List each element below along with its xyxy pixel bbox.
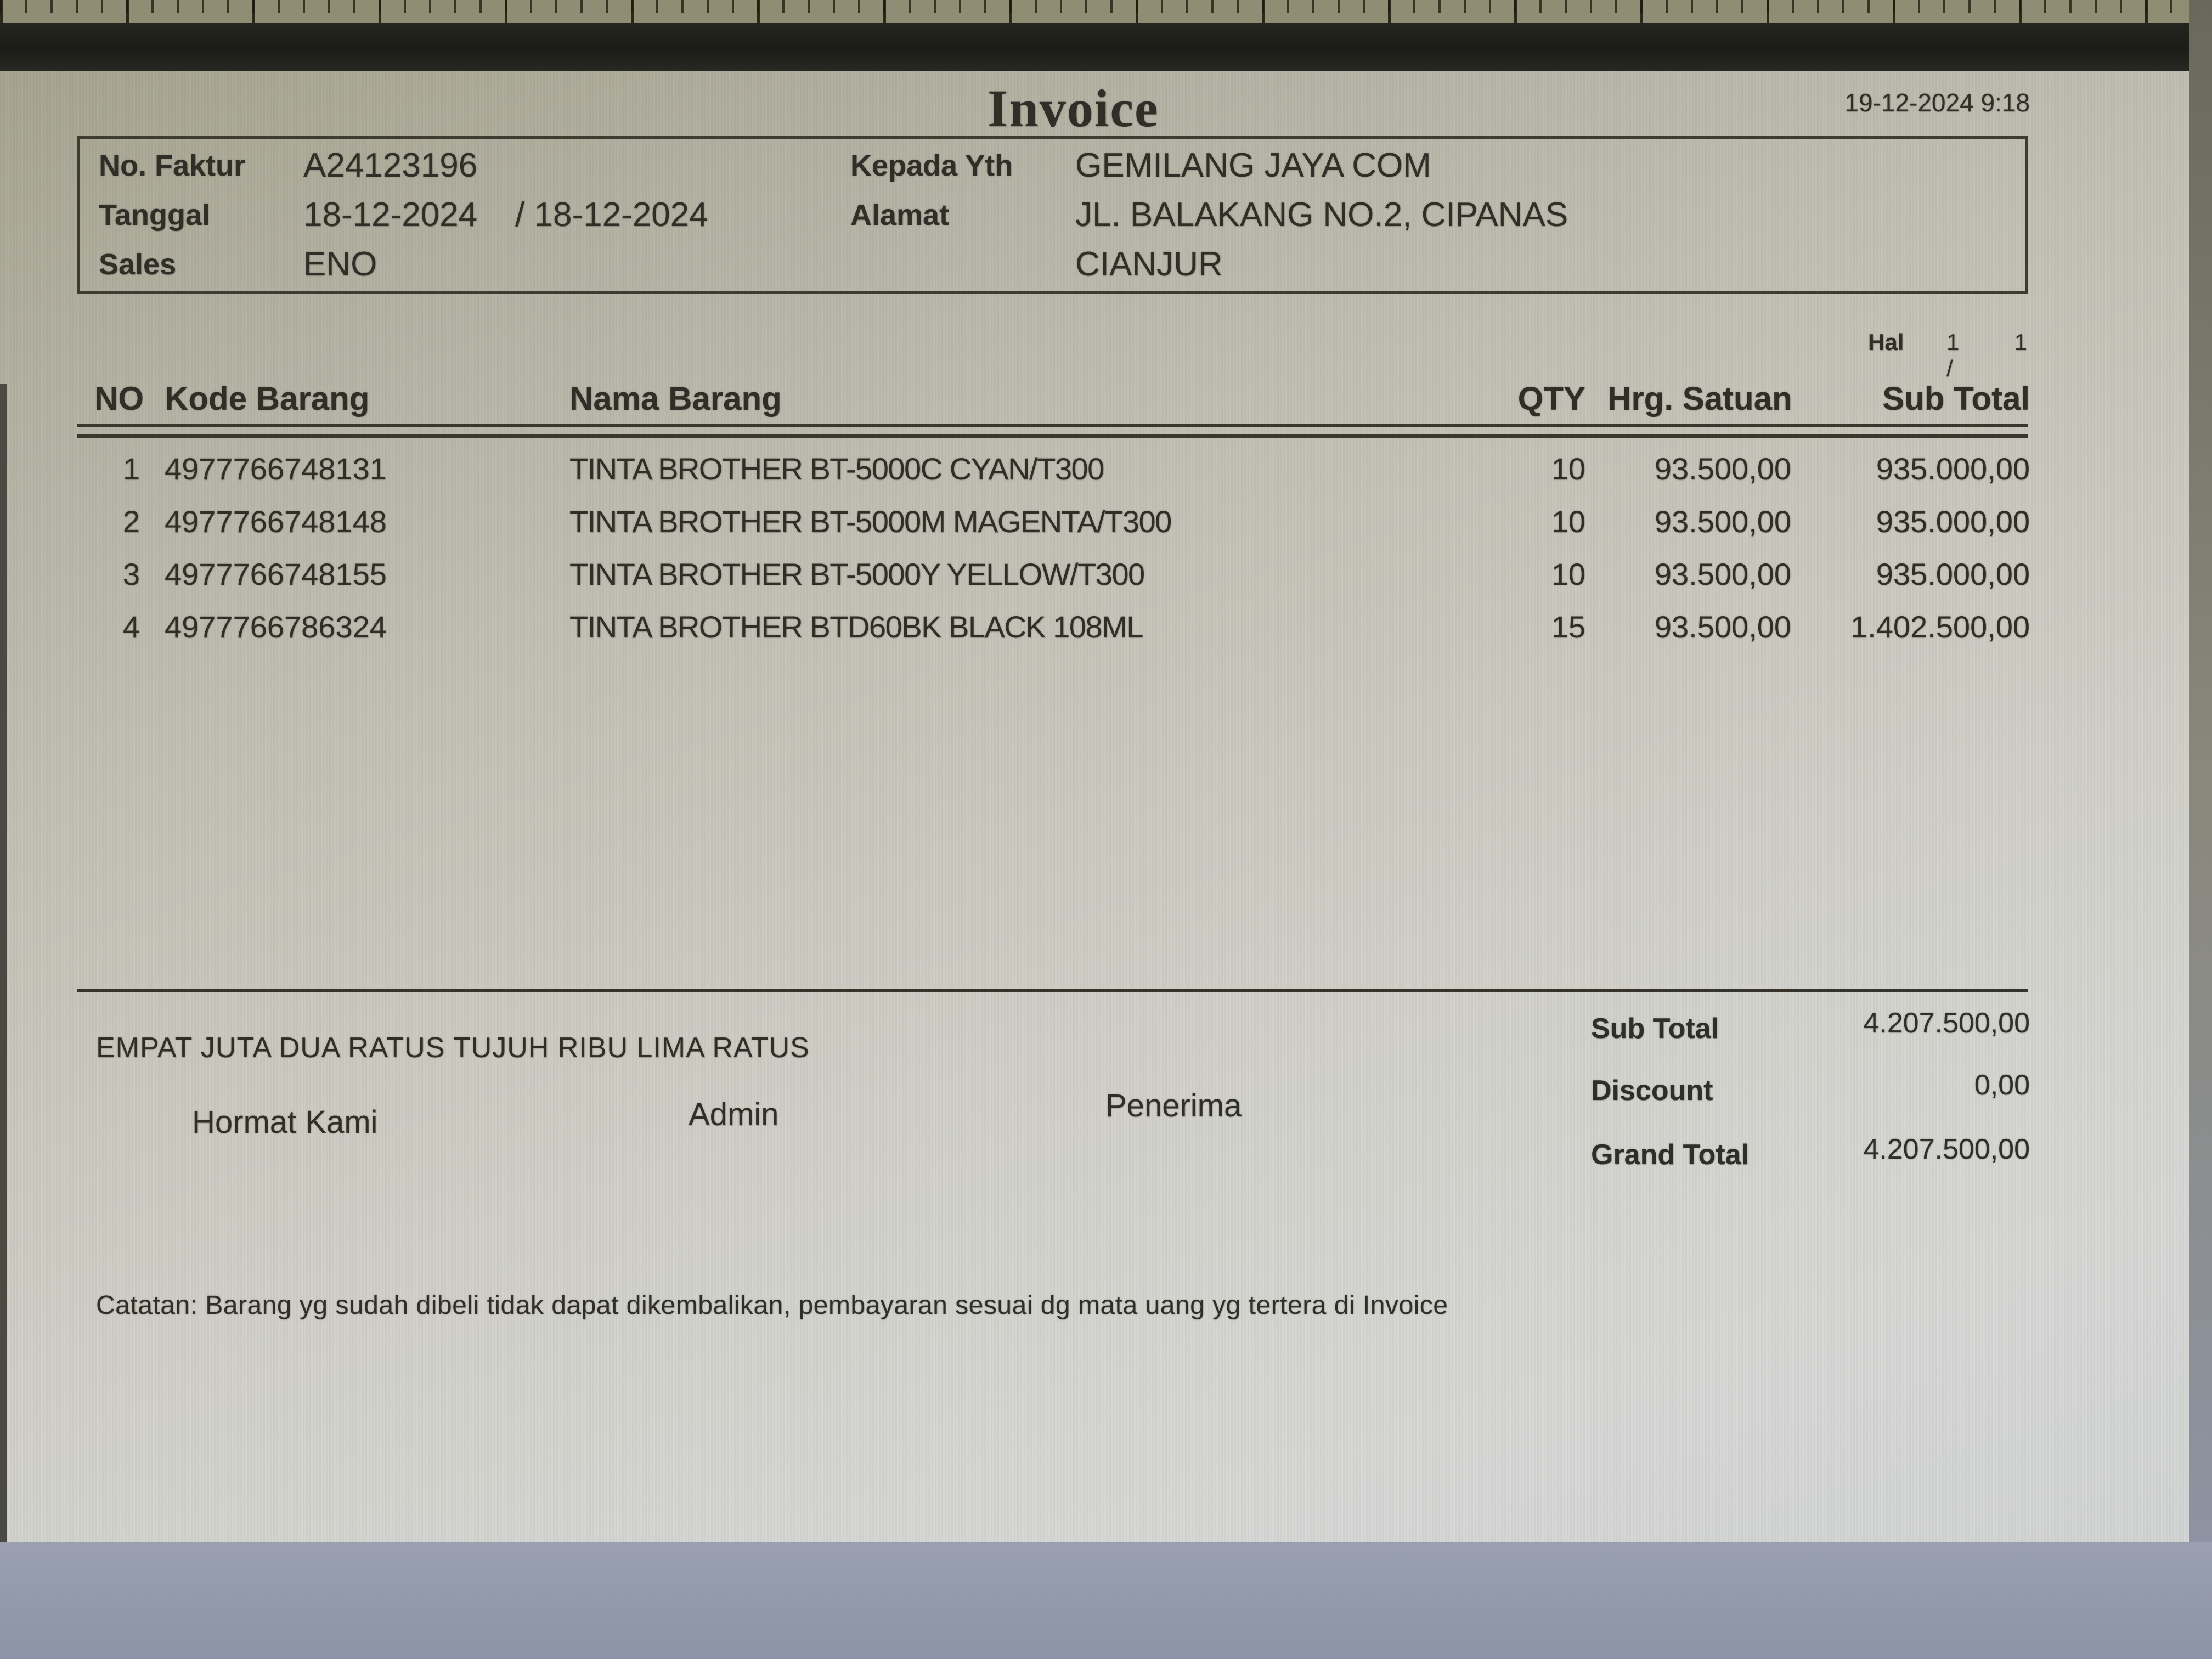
cell-nama: TINTA BROTHER BTD60BK BLACK 108ML [569, 610, 1143, 644]
column-header-qty: QTY [1517, 380, 1585, 417]
value-sales: ENO [303, 245, 377, 283]
cell-qty: 10 [1551, 557, 1585, 591]
cell-subtotal: 935.000,00 [1876, 452, 2030, 486]
value-address-line1: JL. BALAKANG NO.2, CIPANAS [1075, 196, 1568, 234]
cell-harga: 93.500,00 [1654, 504, 1791, 539]
note-catatan: Catatan: Barang yg sudah dibeli tidak dapat dikembalikan, pembayaran sesuai dg mata uang yg tertera di Invoice [96, 1291, 1448, 1320]
grand-total-label: Grand Total [1591, 1139, 1749, 1171]
cell-subtotal: 1.402.500,00 [1850, 610, 2030, 644]
amount-in-words: EMPAT JUTA DUA RATUS TUJUH RIBU LIMA RATUS [96, 1032, 810, 1064]
label-sales: Sales [99, 248, 177, 281]
screen-background-bottom [0, 1542, 2212, 1659]
value-address-line2: CIANJUR [1075, 245, 1223, 283]
header-underline [77, 424, 2028, 438]
signature-penerima: Penerima [1105, 1088, 1242, 1124]
cell-harga: 93.500,00 [1654, 452, 1791, 486]
column-header-kode: Kode Barang [165, 380, 370, 417]
cell-nama: TINTA BROTHER BT-5000Y YELLOW/T300 [569, 557, 1144, 591]
cell-qty: 10 [1551, 504, 1585, 539]
cell-kode: 4977766748131 [165, 452, 387, 486]
screen-edge-left [0, 384, 7, 1659]
value-customer-name: GEMILANG JAYA COM [1075, 146, 1431, 184]
window-top-bar [0, 23, 2212, 71]
cell-qty: 15 [1551, 610, 1585, 644]
screen-edge-right [2189, 0, 2212, 1542]
grand-total-value: 4.207.500,00 [1863, 1133, 2030, 1165]
cell-kode: 4977766748155 [165, 557, 387, 591]
label-tanggal: Tanggal [99, 199, 211, 232]
app-ruler-strip [0, 0, 2212, 23]
cell-subtotal: 935.000,00 [1876, 504, 2030, 539]
invoice-meta-box [77, 136, 2028, 294]
label-alamat: Alamat [850, 199, 950, 232]
cell-no: 2 [122, 504, 140, 539]
page-indicator-total: 1 [2014, 329, 2027, 355]
cell-no: 4 [122, 610, 140, 644]
signature-admin: Admin [689, 1097, 779, 1132]
cell-qty: 10 [1551, 452, 1585, 486]
discount-value: 0,00 [1974, 1069, 2030, 1101]
print-datetime: 19-12-2024 9:18 [1844, 88, 2030, 117]
cell-harga: 93.500,00 [1654, 610, 1791, 644]
cell-subtotal: 935.000,00 [1876, 557, 2030, 591]
cell-nama: TINTA BROTHER BT-5000M MAGENTA/T300 [569, 504, 1171, 539]
column-header-nama: Nama Barang [569, 380, 782, 417]
sub-total-value: 4.207.500,00 [1863, 1007, 2030, 1039]
cell-kode: 4977766786324 [165, 610, 387, 644]
label-no-faktur: No. Faktur [99, 149, 246, 182]
column-header-sub-total: Sub Total [1882, 380, 2030, 417]
column-header-hrg-satuan: Hrg. Satuan [1607, 380, 1792, 417]
label-kepada-yth: Kepada Yth [850, 149, 1013, 182]
cell-no: 3 [122, 557, 140, 591]
value-no-faktur: A24123196 [303, 146, 478, 184]
page-indicator-current: 1 / [1946, 329, 1960, 381]
cell-no: 1 [122, 452, 140, 486]
discount-label: Discount [1591, 1075, 1713, 1107]
column-header-no: NO [94, 380, 144, 417]
signature-hormat-kami: Hormat Kami [192, 1104, 378, 1140]
invoice-page [0, 71, 2189, 1542]
cell-kode: 4977766748148 [165, 504, 387, 539]
invoice-title: Invoice [988, 79, 1159, 138]
cell-nama: TINTA BROTHER BT-5000C CYAN/T300 [569, 452, 1104, 486]
sub-total-label: Sub Total [1591, 1013, 1719, 1045]
page-indicator-label: Hal [1868, 329, 1904, 355]
totals-separator [77, 989, 2028, 992]
value-tanggal: 18-12-2024 / 18-12-2024 [303, 196, 708, 234]
cell-harga: 93.500,00 [1654, 557, 1791, 591]
